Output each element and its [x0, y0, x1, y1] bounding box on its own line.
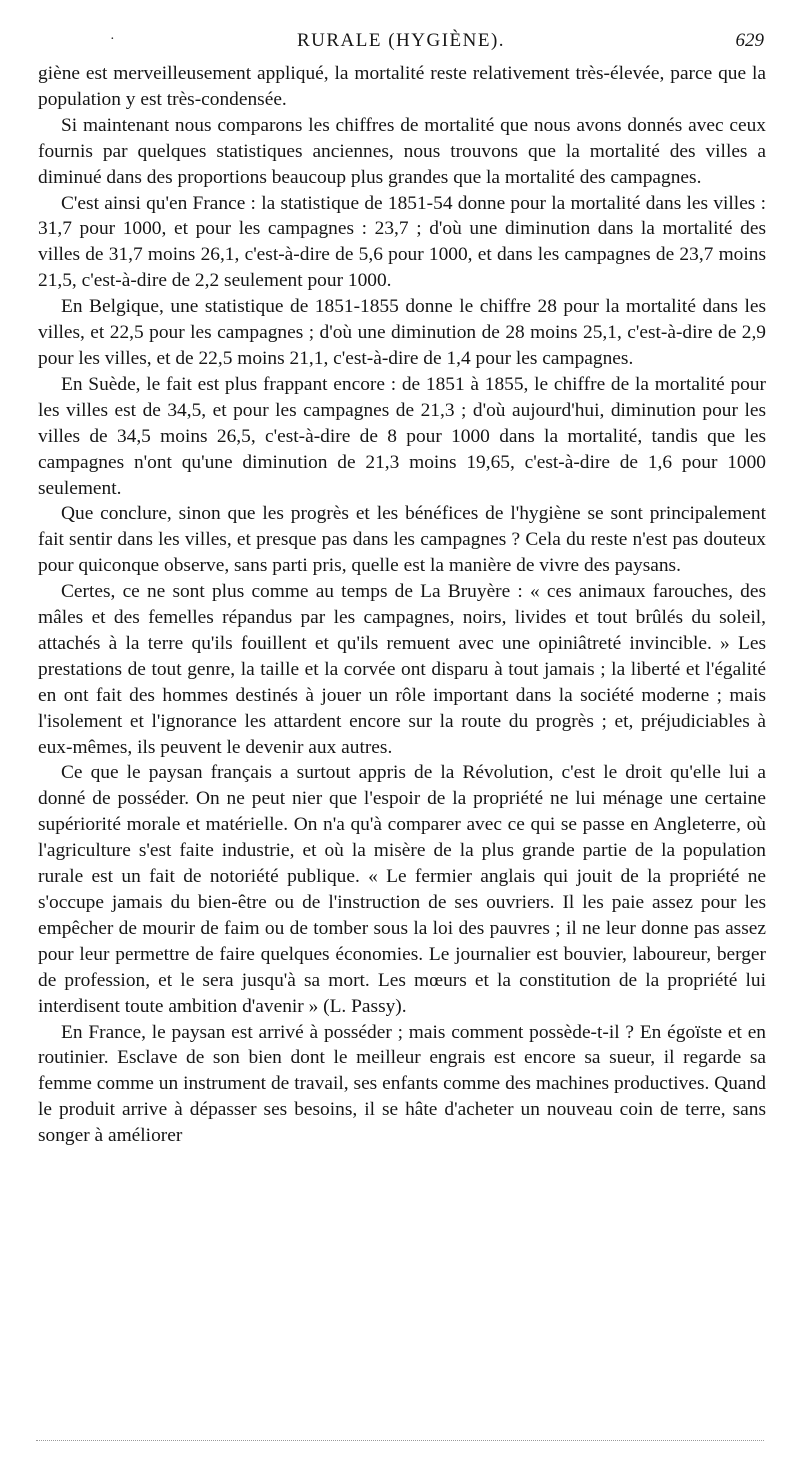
paragraph: Ce que le paysan français a surtout appris de la Révolution, c'est le droit qu'elle lui a donné de posséder. On ne peut nier que l'espoir de la propriété ne lui ménage une certaine supériorité morale et matérielle. On n'a qu'à comparer avec ce qui se passe en Angleterre, où l'agriculture s'est faite industrie, et où la misère de la plus grande partie de la population rurale est un fait de notoriété publique. « Le fermier anglais qui jouit de la propriété ne s'occupe jamais du bien-être ou de l'instruction de ses ouvriers. Il les paie assez pour les empêcher de mourir de faim ou de tomber sous la loi des pauvres ; il ne leur donne pas assez pour leur permettre de faire quelques économies. Le journalier est bouvier, laboureur, berger de profession, et le sera jusqu'à sa mort. Les mœurs et la constitution de la propriété lui interdisent toute ambition d'avenir » (L. Passy). — [38, 762, 766, 1017]
page-header — [38, 30, 764, 58]
page-number: 629 — [735, 30, 764, 51]
paragraph: Certes, ce ne sont plus comme au temps de La Bruyère : « ces animaux farouches, des mâles et des femelles répandus par les campagnes, noirs, livides et tout brûlés du soleil, attachés à la terre qu'ils fouillent et qu'ils remuent avec une opiniâtreté invincible. » Les prestations de tout genre, la taille et la corvée ont disparu à tout jamais ; la liberté et l'égalité en ont fait des hommes destinés à jouer un rôle important dans la société moderne ; mais l'isolement et l'ignorance les attardent encore sur la route du progrès ; et, préjudiciables à eux-mêmes, ils peuvent le devenir aux autres. — [38, 581, 766, 758]
paragraph: Si maintenant nous comparons les chiffres de mortalité que nous avons donnés avec ceux fournis par quelques statistiques anciennes, nous trouvons que la mortalité des villes a diminué dans des proportions beaucoup plus grandes que la mortalité des campagnes. — [38, 114, 766, 188]
running-head: RURALE (HYGIÈNE). — [296, 30, 506, 51]
paragraph-continuation: giène est merveilleusement appliqué, la mortalité reste relativement très-élevée, parce que la population y est très-condensée. — [38, 63, 766, 110]
body-text — [38, 61, 766, 1149]
header-dot: · — [110, 32, 115, 47]
paragraph: En France, le paysan est arrivé à posséder ; mais comment possède-t-il ? En égoïste et en routinier. Esclave de son bien dont le meilleur engrais est encore sa sueur, il regarde sa femme comme un instrument de travail, ses enfants comme des machines productives. Quand le produit arrive à dépasser ses besoins, il se hâte d'acheter un nouveau coin de terre, sans songer à améliorer — [38, 1021, 766, 1147]
paragraph: En Belgique, une statistique de 1851-1855 donne le chiffre 28 pour la mortalité dans les villes, et 22,5 pour les campagnes ; d'où une diminution de 28 moins 25,1, c'est-à-dire de 2,9 pour les villes, et de 22,5 moins 21,1, c'est-à-dire de 1,4 pour les campagnes. — [38, 296, 766, 369]
paragraph: En Suède, le fait est plus frappant encore : de 1851 à 1855, le chiffre de la mortalité pour les villes est de 34,5, et pour les campagnes de 21,3 ; d'où aujourd'hui, diminution pour les villes de 34,5 moins 26,5, c'est-à-dire de 8 pour 1000 dans la mortalité, tandis que les campagnes n'ont qu'une diminution de 21,3 moins 19,65, c'est-à-dire de 1,6 pour 1000 seulement. — [38, 373, 766, 499]
paragraph: Que conclure, sinon que les progrès et les bénéfices de l'hygiène se sont principalement fait sentir dans les villes, et presque pas dans les campagnes ? Cela du reste n'est pas douteux pour quiconque observe, sans parti pris, quelle est la manière de vivre des paysans. — [38, 503, 766, 577]
paragraph: C'est ainsi qu'en France : la statistique de 1851-54 donne pour la mortalité dans les villes : 31,7 pour 1000, et pour les campagnes : 23,7 ; d'où une diminution dans la mortalité des villes de 31,7 moins 26,1, c'est-à-dire de 5,6 pour 1000, et dans les campagnes de 23,7 moins 21,5, c'est-à-dire de 2,2 seulement pour 1000. — [38, 192, 766, 292]
footer-rule — [36, 1440, 764, 1441]
